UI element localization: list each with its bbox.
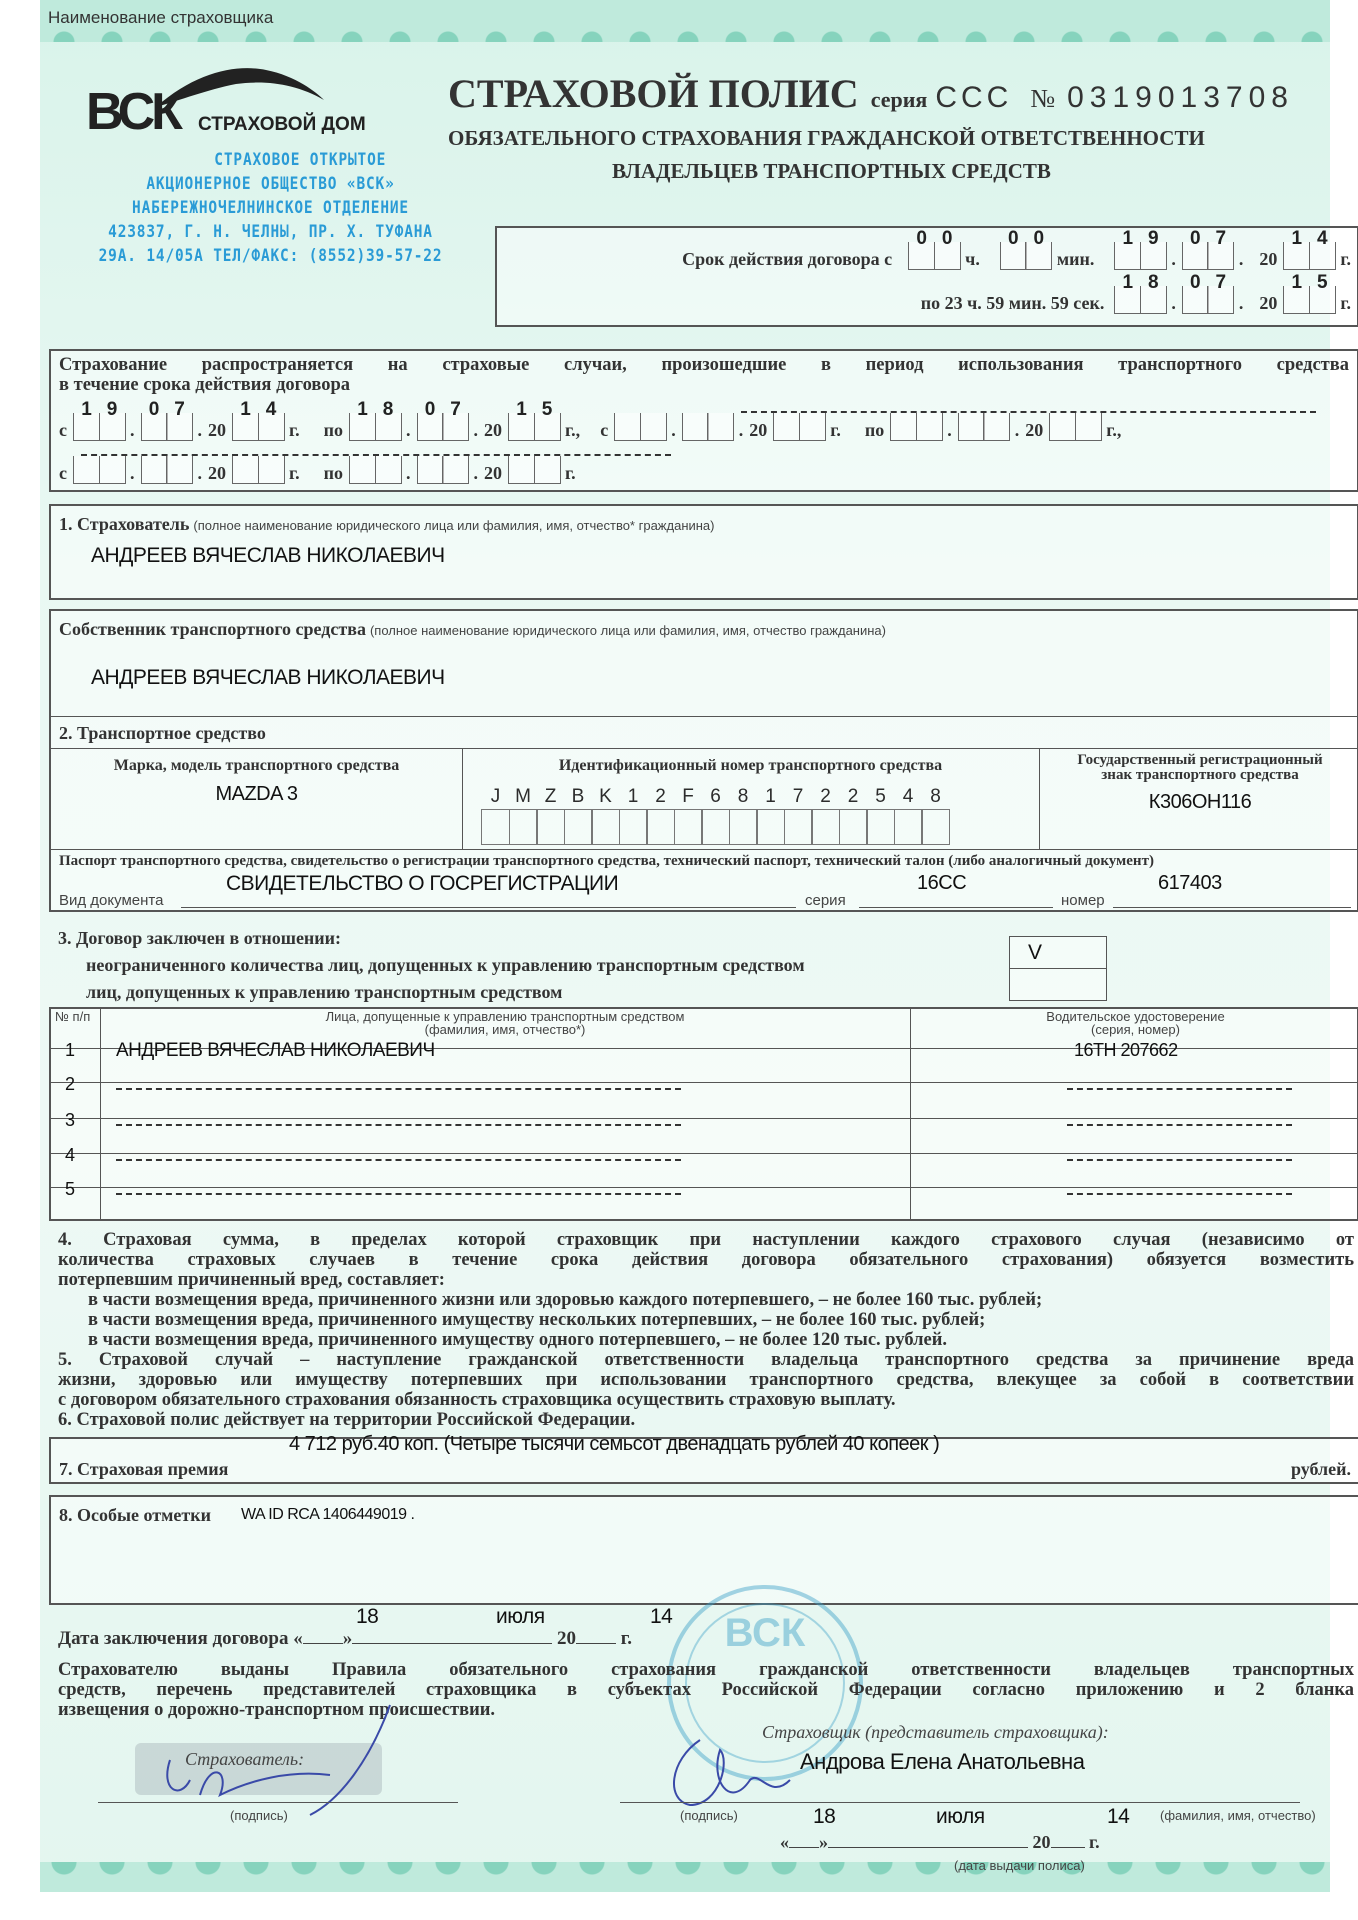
digit-cell: [375, 456, 402, 484]
period-from-year[interactable]: [232, 399, 283, 441]
vin-cell: [811, 786, 840, 845]
vin-char: 2: [820, 786, 831, 807]
period-blank-field[interactable]: [141, 456, 192, 484]
digit-cell: [1309, 272, 1336, 314]
driver-name: АНДРЕЕВ ВЯЧЕСЛАВ НИКОЛАЕВИЧ: [116, 1040, 435, 1061]
period-to-day[interactable]: [349, 399, 400, 441]
series-value: ССС: [935, 81, 1013, 114]
digit-cell: [1114, 272, 1141, 314]
doc-number-value: 617403: [1158, 872, 1222, 894]
doc-label: Паспорт транспортного средства, свидетельство о регистрации транспортного средства, технический паспорт, технический талон (либо аналогичный документ): [59, 853, 1154, 869]
digit: 5: [1317, 272, 1328, 293]
digit: 0: [1008, 228, 1019, 249]
term-from-month-field[interactable]: [1182, 228, 1233, 270]
digit-cell: [349, 399, 376, 441]
unit-label: ч.: [965, 249, 980, 269]
period-blank-field[interactable]: [417, 456, 468, 484]
rules-line: извещения о дорожно-транспортном происшествии.: [58, 1700, 496, 1720]
digit-cell: [1140, 228, 1167, 270]
digit: 1: [357, 399, 368, 420]
contract-year: 14: [650, 1605, 673, 1628]
number-sign: №: [1030, 84, 1056, 113]
digit-cell: [508, 399, 535, 441]
digit-cell: [799, 413, 826, 441]
premium-section: [49, 1433, 1358, 1484]
digit-cell: [1075, 413, 1102, 441]
digit-cell: [141, 456, 168, 484]
digit: 9: [1148, 228, 1159, 249]
digit-cell: [1000, 228, 1027, 270]
doc-number-label: номер: [1061, 892, 1105, 909]
policy-number: 0319013708: [1067, 81, 1294, 114]
blank-dashes: [116, 1124, 681, 1126]
limited-checkbox[interactable]: [1009, 968, 1107, 1001]
terms-item: в части возмещения вреда, причиненного имуществу нескольких потерпевших, – не более 160 тыс. рублей;: [88, 1310, 986, 1330]
insurer-sign-label: Страховщик (представитель страховщика):: [762, 1722, 1109, 1742]
digit: 1: [1122, 228, 1134, 249]
period-blank-field[interactable]: [232, 456, 283, 484]
period-blank-field[interactable]: [958, 413, 1009, 441]
digit: 1: [1291, 228, 1303, 249]
vin-label: Идентификационный номер транспортного средства: [558, 757, 943, 774]
digit-cell: [99, 456, 126, 484]
row-number: 5: [65, 1179, 75, 1199]
strike-dashes: [741, 411, 1316, 413]
vin-char: Z: [544, 786, 557, 807]
digit-cell: [1140, 272, 1167, 314]
contract-date-row: Дата заключения договора « » 20 г.: [58, 1628, 632, 1649]
rules-line: Страхователю выданы Правила обязательного страхования гражданской ответственности владельцев транспортных: [58, 1660, 1354, 1680]
digit-cell: [890, 413, 917, 441]
vin-char: 1: [765, 786, 776, 807]
unit-label: мин.: [1056, 249, 1095, 269]
vsk-logo: [86, 62, 386, 142]
digit: 8: [382, 399, 394, 420]
terms-line: количества страховых случаев в течение срока действия договора обязательного страхования) обязуется возместить: [58, 1250, 1354, 1270]
digit-cell: [232, 456, 259, 484]
doc-type-label: Вид документа: [59, 892, 164, 909]
title-text: СТРАХОВОЙ ПОЛИС: [448, 71, 859, 116]
term-hours-field[interactable]: [908, 228, 959, 270]
logo-subtitle: СТРАХОВОЙ ДОМ: [198, 114, 366, 135]
term-from-year-field[interactable]: [1283, 228, 1334, 270]
digit: 0: [941, 228, 953, 249]
stamp-line: 423837, Г. Н. ЧЕЛНЫ, ПР. Х. ТУФАНА: [108, 222, 433, 242]
century-label: 20: [1259, 293, 1278, 313]
terms-item: в части возмещения вреда, причиненного имуществу одного потерпевшего, – не более 120 тыс. рублей.: [88, 1330, 947, 1350]
vin-char: B: [571, 786, 585, 807]
period-text-line: в течение срока действия договора: [59, 375, 351, 395]
digit-cell: [1283, 272, 1310, 314]
period-blank-field[interactable]: [773, 413, 824, 441]
bottom-guilloche-band: [40, 1862, 1330, 1892]
premium-label: 7. Страховая премия: [59, 1459, 229, 1479]
vin-cell: [564, 786, 593, 845]
make-value: MAZDA 3: [215, 783, 298, 805]
period-text-line: Страхование распространяется на страховые случаи, произошедшие в период использования транспортного средства: [59, 355, 1349, 375]
owner-name: АНДРЕЕВ ВЯЧЕСЛАВ НИКОЛАЕВИЧ: [91, 666, 445, 689]
digit-cell: [375, 399, 402, 441]
blank-dashes: [1067, 1088, 1292, 1090]
digit: 7: [450, 399, 461, 420]
stamp-line: 29А. 14/05А ТЕЛ/ФАКС: (8552)39-57-22: [98, 246, 443, 266]
premium-value: 4 712 руб.40 коп. (Четыре тысячи семьсот двенадцать рублей 40 копеек ): [289, 1433, 940, 1455]
terms-line: 5. Страховой случай – наступление гражданской ответственности владельца транспортного средства за причинение вреда: [58, 1350, 1354, 1370]
driver-license: 16ТН 207662: [1074, 1040, 1178, 1060]
strike-dashes: [81, 454, 671, 456]
unit-label: г.: [1340, 249, 1351, 269]
contract-day: 18: [356, 1605, 379, 1628]
row-number: 3: [65, 1110, 75, 1130]
subtitle-line-1: ОБЯЗАТЕЛЬНОГО СТРАХОВАНИЯ ГРАЖДАНСКОЙ ОТВЕТСТВЕННОСТИ: [448, 126, 1205, 150]
digit: 1: [240, 399, 251, 420]
digit-cell: [934, 228, 961, 270]
blank-dashes: [116, 1159, 681, 1161]
table-row: [51, 1179, 1357, 1211]
insured-section: [49, 504, 1358, 600]
digit-cell: [99, 399, 126, 441]
vin-char: 1: [627, 786, 639, 807]
digit-cell: [349, 456, 376, 484]
issue-date-hint: (дата выдачи полиса): [954, 1858, 1085, 1873]
policy-title: [448, 70, 1294, 117]
usage-period-row-2: с . . 20 г. по . . 20 г.: [59, 456, 576, 484]
digit: 9: [106, 399, 118, 420]
digit-cell: [258, 399, 285, 441]
period-to-year[interactable]: [508, 399, 559, 441]
option-unlimited-label: неограниченного количества лиц, допущенных к управлению транспортным средством: [86, 955, 805, 975]
term-to-year-field[interactable]: [1283, 272, 1334, 314]
digit-cell: [141, 399, 168, 441]
digit: 1: [1122, 272, 1134, 293]
drivers-table: [49, 1007, 1358, 1221]
digit-cell: [1114, 228, 1141, 270]
period-from-day[interactable]: [73, 399, 124, 441]
vin-cell: [894, 786, 923, 845]
vin-char: F: [682, 786, 694, 807]
vin-cell: [591, 786, 620, 845]
contract-label: 3. Договор заключен в отношении:: [58, 928, 342, 948]
col-no-header: № п/п: [55, 1009, 91, 1024]
branch-stamp: [92, 148, 512, 268]
digit-cell: [1283, 228, 1310, 270]
term-to-label: по 23 ч. 59 мин. 59 сек.: [920, 293, 1105, 313]
digit: 4: [265, 399, 277, 420]
col-person-header: Лица, допущенные к управлению транспортным средством (фамилия, имя, отчество*): [325, 1009, 685, 1037]
period-blank-field[interactable]: [73, 456, 124, 484]
contract-month: июля: [496, 1605, 545, 1628]
digit: 1: [81, 399, 92, 420]
blank-dashes: [116, 1193, 681, 1195]
digit-cell: [908, 228, 935, 270]
vin-cell: [784, 786, 813, 845]
digit-cell: [640, 413, 667, 441]
digit-cell: [983, 413, 1010, 441]
digit: 8: [1148, 272, 1159, 293]
stamp-line: НАБЕРЕЖНОЧЕЛНИНСКОЕ ОТДЕЛЕНИЕ: [132, 198, 409, 218]
digit-cell: [916, 413, 943, 441]
term-to-day-field[interactable]: [1114, 272, 1165, 314]
plate-value: К306ОН116: [1148, 791, 1252, 813]
table-row: [51, 1074, 1357, 1106]
usage-period-box: [49, 349, 1358, 492]
owner-vehicle-section: [49, 609, 1358, 912]
doc-type-value: СВИДЕТЕЛЬСТВО О ГОСРЕГИСТРАЦИИ: [226, 872, 619, 895]
blank-dashes: [1067, 1124, 1292, 1126]
vin-cell: [729, 786, 758, 845]
insured-sign-label: Страхователь:: [185, 1749, 305, 1769]
blank-dashes: [116, 1088, 681, 1090]
series-label: серия: [870, 87, 928, 112]
vin-char: K: [599, 786, 612, 807]
vin-char: 8: [930, 786, 941, 807]
terms-line: с договором обязательного страхования обязанность страховщика осуществить страховую выплату.: [58, 1390, 896, 1410]
vin-cell: [646, 786, 675, 845]
vin-char: 5: [875, 786, 886, 807]
vin-cell: [536, 786, 565, 845]
period-blank-field[interactable]: [508, 456, 559, 484]
period-to-month[interactable]: [417, 399, 468, 441]
digit-cell: [442, 456, 469, 484]
insured-signature-hint: (подпись): [230, 1808, 288, 1823]
term-minutes-field[interactable]: [1000, 228, 1051, 270]
digit: 7: [1215, 272, 1227, 293]
digit-cell: [534, 399, 561, 441]
digit-cell: [1207, 228, 1234, 270]
digit-cell: [1309, 228, 1336, 270]
digit-cell: [166, 456, 193, 484]
digit-cell: [1025, 228, 1052, 270]
notes-value: WA ID RCA 1406449019 .: [241, 1506, 415, 1523]
vin-cell: [701, 786, 730, 845]
digit-cell: [258, 456, 285, 484]
seal-text: ВСК: [724, 1611, 806, 1655]
stamp-line: СТРАХОВОЕ ОТКРЫТОЕ: [214, 150, 387, 170]
stamp-line: АКЦИОНЕРНОЕ ОБЩЕСТВО «ВСК»: [146, 174, 395, 194]
doc-series-value: 16СС: [917, 872, 967, 894]
row-number: 4: [65, 1145, 75, 1165]
digit: 1: [516, 399, 527, 420]
subtitle-line-2: ВЛАДЕЛЬЦЕВ ТРАНСПОРТНЫХ СРЕДСТВ: [612, 159, 1051, 183]
term-label: Срок действия договора с: [682, 249, 893, 269]
rules-line: средств, перечень представителей страховщика в субъектах Российской Федерации согласно приложению и 2 бланка: [58, 1680, 1354, 1700]
insurer-name-label: Наименование страховщика: [48, 8, 274, 27]
period-blank-field[interactable]: [349, 456, 400, 484]
period-blank-field[interactable]: [890, 413, 941, 441]
digit-cell: [417, 399, 444, 441]
vin-char: J: [490, 786, 501, 807]
blank-dashes: [1067, 1193, 1292, 1195]
period-blank-field[interactable]: [1049, 413, 1100, 441]
period-from-month[interactable]: [141, 399, 192, 441]
terms-line: потерпевшим причиненный вред, составляет:: [58, 1270, 445, 1290]
term-from-day-field[interactable]: [1114, 228, 1165, 270]
digit: 0: [424, 399, 436, 420]
vin-field[interactable]: [481, 786, 949, 845]
digit-cell: [166, 399, 193, 441]
doc-series-label: серия: [805, 892, 846, 909]
century-label: 20: [1259, 249, 1278, 269]
insured-hint: (полное наименование юридического лица или фамилия, имя, отчество* гражданина): [193, 518, 715, 533]
period-blank-field[interactable]: [614, 413, 665, 441]
unlimited-checkbox[interactable]: V: [1009, 936, 1107, 969]
digit: 0: [148, 399, 160, 420]
vin-char: 4: [902, 786, 914, 807]
issue-month: июля: [936, 1805, 985, 1828]
vin-char: 7: [792, 786, 804, 807]
vin-cell: [674, 786, 703, 845]
issue-day: 18: [813, 1805, 836, 1828]
insured-name: АНДРЕЕВ ВЯЧЕСЛАВ НИКОЛАЕВИЧ: [91, 544, 445, 567]
vehicle-label: 2. Транспортное средство: [59, 723, 266, 743]
digit-cell: [1182, 272, 1209, 314]
vin-char: 8: [737, 786, 749, 807]
table-row: [51, 1145, 1357, 1177]
policy-document: [40, 0, 1354, 1892]
table-row: [51, 1040, 1357, 1072]
digit: 7: [1215, 228, 1227, 249]
row-number: 1: [65, 1040, 75, 1060]
digit: 5: [541, 399, 553, 420]
digit-cell: [682, 413, 709, 441]
usage-period-row-1: с 1 9 . 0 7 . 20 1 4 г. по 1 8 . 0 7 . 20 1 5 г., с . . 20 г. по . . 20 г.,: [59, 399, 1122, 440]
terms-line: 6. Страховой полис действует на территории Российской Федерации.: [58, 1410, 636, 1430]
digit-cell: [508, 456, 535, 484]
notes-label: 8. Особые отметки: [59, 1505, 211, 1525]
digit: 0: [1190, 228, 1201, 249]
option-limited-label: лиц, допущенных к управлению транспортным средством: [86, 982, 563, 1002]
digit-cell: [232, 399, 259, 441]
digit-cell: [73, 456, 100, 484]
digit-cell: [73, 399, 100, 441]
insured-label: 1. Страхователь: [59, 514, 190, 534]
vin-cell: [921, 786, 950, 845]
terms-line: 4. Страховая сумма, в пределах которой страховщик при наступлении каждого страхового случая (независимо от: [58, 1230, 1354, 1250]
digit: 0: [916, 228, 927, 249]
contract-term-box: Срок действия договора с 0 0 ч. 0 0 мин. 1 9 . 0 7 . 20 1 4 г. по 23 ч. 59 мин. 59 сек. 1 8 . 0 7 . 20 1 5 г.: [495, 226, 1358, 327]
digit-cell: [614, 413, 641, 441]
issue-date-row: « » 20 г.: [780, 1832, 1100, 1852]
issue-year: 14: [1107, 1805, 1130, 1828]
vin-cell: [509, 786, 538, 845]
vin-char: 2: [655, 786, 666, 807]
make-label: Марка, модель транспортного средства: [113, 757, 400, 774]
terms-item: в части возмещения вреда, причиненного жизни или здоровью каждого потерпевшего, – не более 160 тыс. рублей;: [88, 1290, 1043, 1310]
digit-cell: [442, 399, 469, 441]
digit-cell: [1049, 413, 1076, 441]
unit-label: г.: [1340, 293, 1351, 313]
digit-cell: [1182, 228, 1209, 270]
digit-cell: [958, 413, 985, 441]
notes-section: [49, 1495, 1358, 1605]
digit-cell: [417, 456, 444, 484]
vin-cell: [866, 786, 895, 845]
vin-cell: [756, 786, 785, 845]
digit-cell: [534, 456, 561, 484]
owner-hint: (полное наименование юридического лица или фамилия, имя, отчество гражданина): [369, 623, 886, 638]
vin-cell: [839, 786, 868, 845]
terms-text: [58, 1230, 1354, 1430]
logo-roof-icon: [156, 62, 326, 112]
vin-cell: [619, 786, 648, 845]
terms-line: жизни, здоровью или имуществу потерпевших при использовании транспортного средства, влекущее за собой в соответствии: [58, 1370, 1354, 1390]
vin-char: M: [515, 786, 531, 807]
digit: 7: [174, 399, 185, 420]
owner-label: Собственник транспортного средства: [59, 619, 366, 639]
period-blank-field[interactable]: [682, 413, 733, 441]
term-to-month-field[interactable]: [1182, 272, 1233, 314]
digit-cell: [773, 413, 800, 441]
premium-unit: рублей.: [1290, 1459, 1351, 1479]
col-license-header: Водительское удостоверение (серия, номер): [1046, 1009, 1225, 1037]
vin-cell: [481, 786, 510, 845]
blank-dashes: [1067, 1159, 1292, 1161]
digit-cell: [1207, 272, 1234, 314]
digit: 0: [1033, 228, 1045, 249]
digit: 1: [1291, 272, 1303, 293]
name-hint: (фамилия, имя, отчество): [1160, 1808, 1316, 1823]
digit: 0: [1190, 272, 1201, 293]
vin-char: 6: [710, 786, 721, 807]
digit: 4: [1317, 228, 1328, 249]
plate-label: Государственный регистрационный знак транспортного средства: [1077, 752, 1323, 783]
logo-text: ВСК: [86, 83, 179, 141]
insurer-signature-hint: (подпись): [680, 1808, 738, 1823]
vin-char: 2: [847, 786, 859, 807]
digit-cell: [707, 413, 734, 441]
insurer-representative-name: Андрова Елена Анатольевна: [800, 1749, 1085, 1774]
row-number: 2: [65, 1074, 75, 1094]
table-row: [51, 1110, 1357, 1142]
